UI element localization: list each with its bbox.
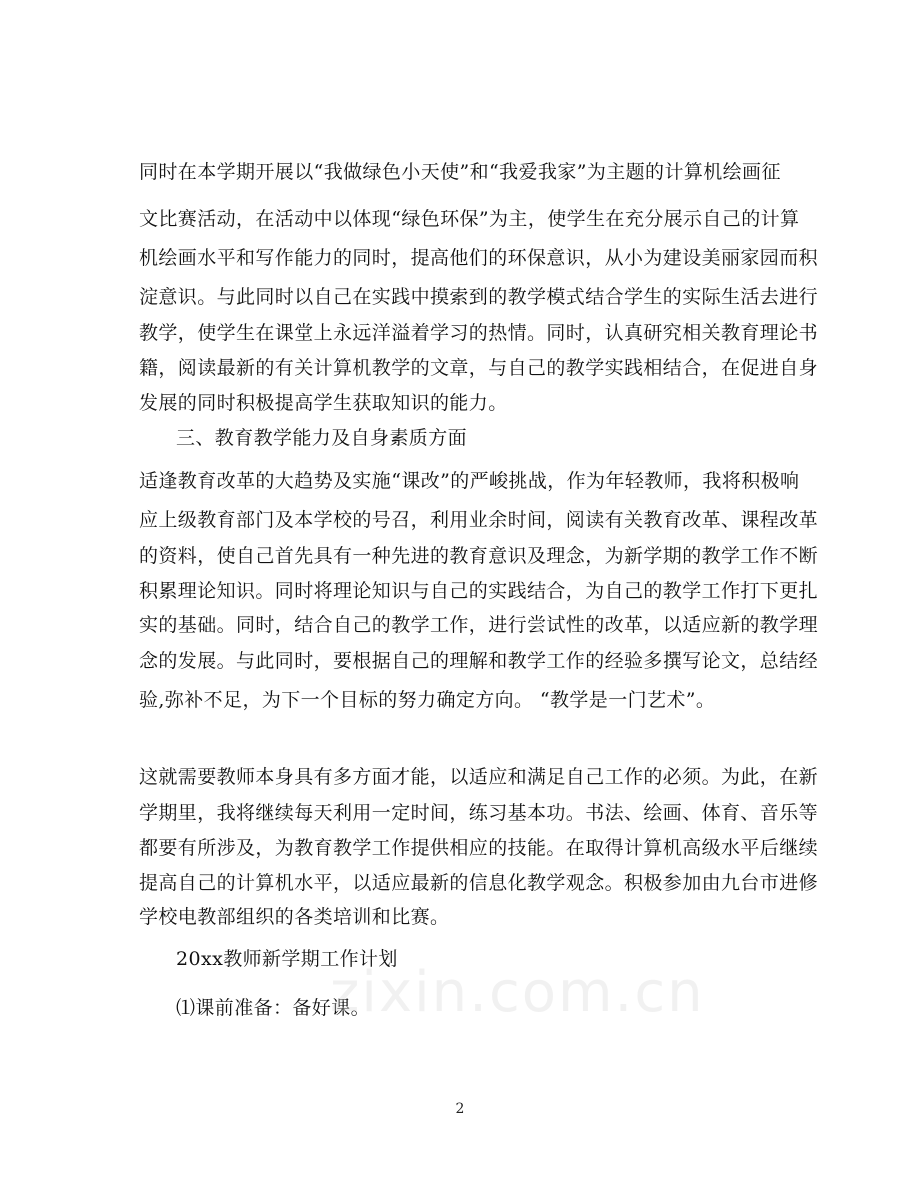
text-line: 这就需要教师本身具有多方面才能，以适应和满足自己工作的必须。为此，在新 (139, 766, 819, 788)
text-line: 应上级教育部门及本学校的号召，利用业余时间，阅读有关教育改革、课程改革 (139, 509, 819, 531)
watermark: zixin.com.cn (330, 960, 705, 1025)
text-line: 淀意识。与此同时以自己在实践中摸索到的教学模式结合学生的实际生活去进行 (139, 286, 819, 308)
text-line: 发展的同时积极提高学生获取知识的能力。 (139, 392, 508, 414)
text-line: 学期里，我将继续每天利用一定时间，练习基本功。书法、绘画、体育、音乐等 (139, 802, 819, 824)
text-line: 念的发展。与此同时，要根据自己的理解和教学工作的经验多撰写论文，总结经 (139, 650, 819, 672)
text-line: 验,弥补不足，为下一个目标的努力确定方向。 “教学是一门艺术”。 (139, 689, 716, 711)
text-line: 机绘画水平和写作能力的同时，提高他们的环保意识，从小为建设美丽家园而积 (139, 247, 819, 269)
text-line: 教学，使学生在课堂上永远洋溢着学习的热情。同时，认真研究相关教育理论书 (139, 322, 819, 344)
section-heading: 三、教育教学能力及自身素质方面 (176, 427, 468, 449)
text-line: 提高自己的计算机水平，以适应最新的信息化教学观念。积极参加由九台市进修 (139, 872, 819, 894)
text-line: 学校电教部组织的各类培训和比赛。 (139, 906, 450, 928)
text-line: 的资料，使自己首先具有一种先进的教育意识及理念，为新学期的教学工作不断 (139, 545, 819, 567)
text-line: 同时在本学期开展以“我做绿色小天使”和“我爱我家”为主题的计算机绘画征 (139, 161, 781, 183)
text-line: 适逢教育改革的大趋势及实施“课改”的严峻挑战，作为年轻教师，我将积极响 (139, 470, 800, 492)
text-line: 文比赛活动，在活动中以体现“绿色环保”为主，使学生在充分展示自己的计算 (139, 208, 800, 230)
plan-item: ⑴课前准备：备好课。 (176, 997, 371, 1019)
text-line: 籍，阅读最新的有关计算机教学的文章，与自己的教学实践相结合，在促进自身 (139, 357, 819, 379)
page-number: 2 (455, 1101, 465, 1117)
plan-title: 20xx教师新学期工作计划 (176, 948, 398, 970)
text-line: 积累理论知识。同时将理论知识与自己的实践结合，为自己的教学工作打下更扎 (139, 580, 819, 602)
text-line: 都要有所涉及，为教育教学工作提供相应的技能。在取得计算机高级水平后继续 (139, 837, 819, 859)
text-line: 实的基础。同时，结合自己的教学工作，进行尝试性的改革，以适应新的教学理 (139, 614, 819, 636)
